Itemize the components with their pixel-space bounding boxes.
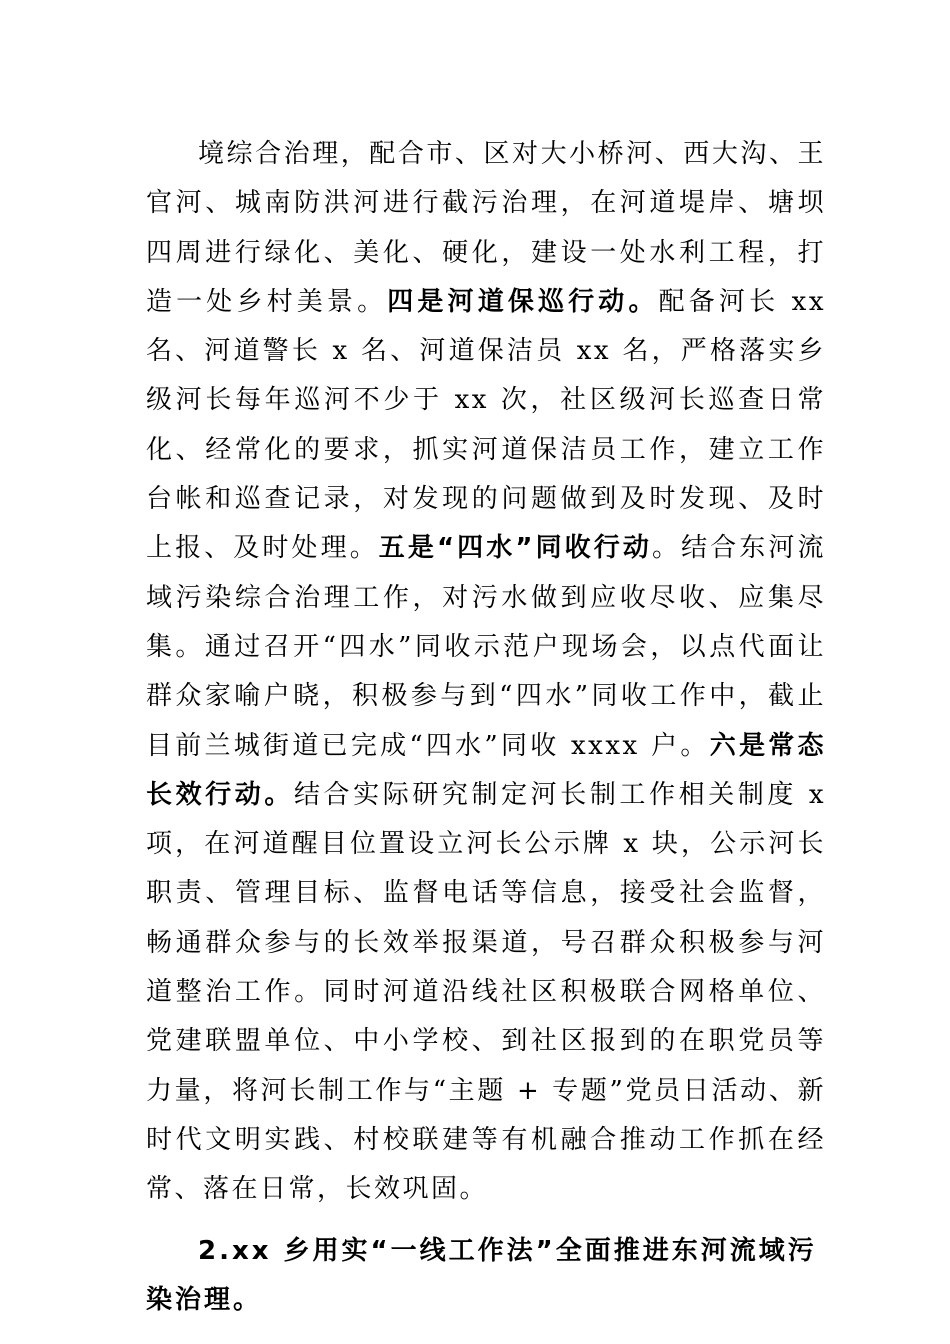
paragraph-text-segment: 结合实际研究制定河长制工作相关制度 x 项，在河道醒目位置设立河长公示牌 x 块，公示河长职责、管理目标、监督电话等信息，接受社会监督，畅通群众参与的长效举报渠道，号召群众积极参与河道整治工作。同时河道沿线社区积极联合网格单位、党建联盟单位、中小学校、到社区报到的在职党员等力量，将河长制工作与“主题 + 专题”党员日活动、新时代文明实践、村校联建等有机融合推动工作抓在经常、落在日常，长效巩固。 bbox=[146, 779, 826, 1205]
bold-subheading-four-water: 五是“四水”同收行动 bbox=[378, 533, 652, 564]
bold-subheading-long-term: 六是常态长效行动。 bbox=[146, 730, 826, 810]
document-body bbox=[146, 130, 826, 1325]
bold-subheading-patrol: 四是河道保巡行动。 bbox=[387, 286, 659, 317]
paragraph-text-segment: 境综合治理，配合市、区对大小桥河、西大沟、王官河、城南防洪河进行截污治理，在河道堤岸、塘坝四周进行绿化、美化、硬化，建设一处水利工程，打造一处乡村美景。 bbox=[146, 139, 826, 317]
body-paragraph bbox=[146, 130, 826, 1215]
paragraph-text-segment: 。结合东河流域污染综合治理工作，对污水做到应收尽收、应集尽集。通过召开“四水”同收示范户现场会，以点代面让群众家喻户晓，积极参与到“四水”同收工作中，截止目前兰城街道已完成“四水”同收 xxxx 户。 bbox=[146, 533, 826, 761]
paragraph-text-segment: 配备河长 xx 名、河道警长 x 名、河道保洁员 xx 名，严格落实乡级河长每年巡河不少于 xx 次，社区级河长巡查日常化、经常化的要求，抓实河道保洁员工作，建立工作台帐和巡查记录，对发现的问题做到及时发现、及时上报、及时处理。 bbox=[146, 286, 826, 564]
section-heading: 2.xx 乡用实“一线工作法”全面推进东河流域污染治理。 bbox=[146, 1235, 817, 1315]
